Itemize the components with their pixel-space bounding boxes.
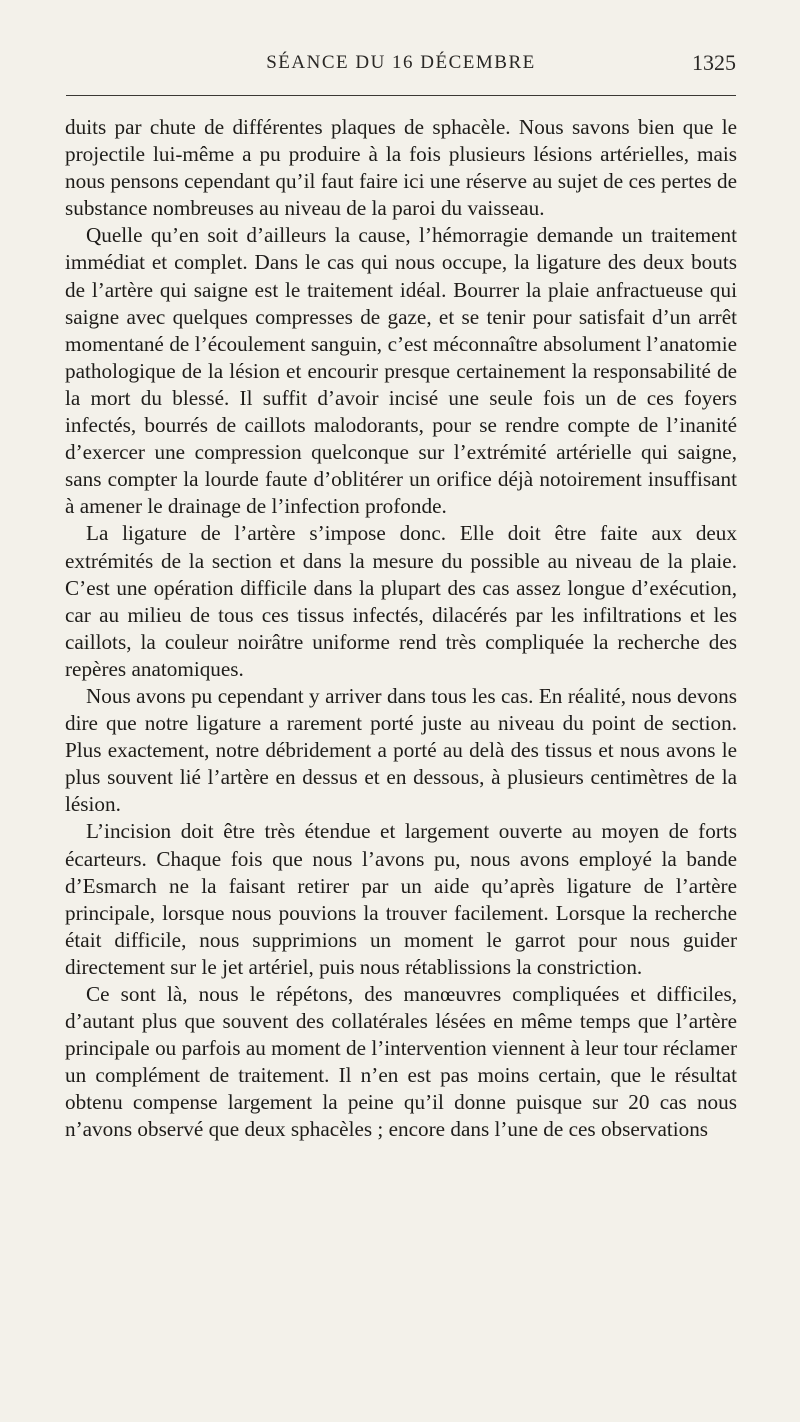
paragraph-4: Nous avons pu cependant y arriver dans tous les cas. En réalité, nous devons dire que notre ligature a rarement porté juste au niveau du point de section. Plus exactement, notre débridement a porté au delà des tissus et nous avons le plus souvent lié l’artère en dessus et en dessous, à plusieurs centimètres de la lésion. [65,683,737,817]
header-rule [66,95,736,96]
running-title: SÉANCE DU 16 DÉCEMBRE [266,52,536,73]
paragraph-6: Ce sont là, nous le répétons, des manœuvres compliquées et difficiles, d’autant plus que souvent des collatérales lésées en même temps que l’artère principale ou parfois au moment de l’intervention viennent à leur tour réclamer un complément de traitement. Il n’en est pas moins certain, que le résultat obtenu compense largement la peine qu’il donne puisque sur 20 cas nous n’avons observé que deux sphacèles ; encore dans l’une de ces observations [65,982,737,1142]
body-text [65,114,737,1144]
page-number: 1325 [692,50,736,75]
paragraph-2: Quelle qu’en soit d’ailleurs la cause, l’hémorragie demande un traitement immédiat et complet. Dans le cas qui nous occupe, la ligature des deux bouts de l’artère qui saigne est le traitement idéal. Bourrer la plaie anfractueuse qui saigne avec quelques compresses de gaze, et se tenir pour satisfait d’un arrêt momentané de l’écoulement sanguin, c’est méconnaître absolument l’anatomie pathologique de la lésion et encourir presque certainement la responsabilité de la mort du blessé. Il suffit d’avoir incisé une seule fois un de ces foyers infectés, bourrés de caillots malodorants, pour se rendre compte de l’inanité d’exercer une compression quelconque sur l’extrémité artérielle qui saigne, sans compter la lourde faute d’oblitérer un orifice déjà notoirement insuffisant à amener le drainage de l’infection profonde. [65,223,737,519]
paragraph-5: L’incision doit être très étendue et largement ouverte au moyen de forts écarteurs. Chaque fois que nous l’avons pu, nous avons employé la bande d’Esmarch ne la faisant retirer par un aide qu’après ligature de l’artère principale, lorsque nous pouvions la trouver facilement. Lorsque la recherche était difficile, nous supprimions un moment le garrot pour nous guider directement sur le jet artériel, puis nous rétablissions la constriction. [65,819,737,979]
running-head [66,50,736,84]
paragraph-3: La ligature de l’artère s’impose donc. Elle doit être faite aux deux extrémités de la section et dans la mesure du possible au niveau de la plaie. C’est une opération difficile dans la plupart des cas assez longue d’exécution, car au milieu de tous ces tissus infectés, dilacérés par les infiltrations et les caillots, la couleur noirâtre uniforme rend très compliquée la recherche des repères anatomiques. [65,521,737,681]
paragraph-1: duits par chute de différentes plaques de sphacèle. Nous savons bien que le projectile lui-même a pu produire à la fois plusieurs lésions artérielles, mais nous pensons cependant qu’il faut faire ici une réserve au sujet de ces pertes de substance nombreuses au niveau de la paroi du vaisseau. [65,115,737,221]
